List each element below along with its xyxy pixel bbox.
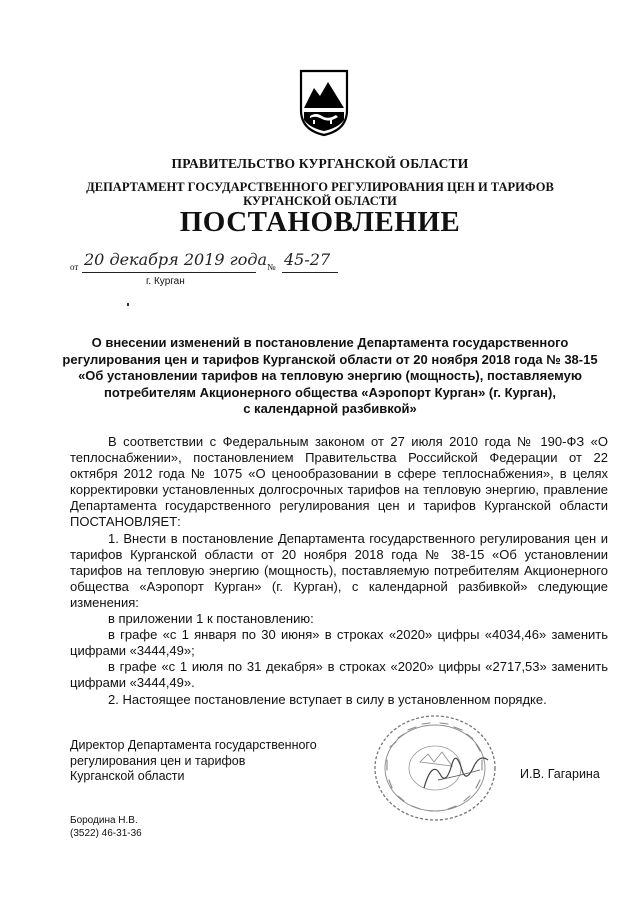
date-handwritten: 20 декабря 2019 года <box>84 250 268 269</box>
signatory-name: И.В. Гагарина <box>520 767 600 781</box>
document-subject <box>60 335 600 418</box>
position-line: регулирования цен и тарифов <box>70 753 246 768</box>
date-field <box>82 250 268 273</box>
number-label: № <box>267 262 276 272</box>
date-from-label: от <box>70 262 79 272</box>
number-field <box>282 250 338 273</box>
subject-line: «Об установлении тарифов на тепловую энергию (мощность), поставляемую <box>78 368 582 384</box>
subject-line: регулирования цен и тарифов Курганской области от 20 ноября 2018 года № 38-15 <box>62 351 598 367</box>
handwritten-signature <box>418 740 498 800</box>
item-2-paragraph: 2. Настоящее постановление вступает в силу в установленном порядке. <box>108 691 547 707</box>
department-title-line1: ДЕПАРТАМЕНТ ГОСУДАРСТВЕННОГО РЕГУЛИРОВАНИЯ ЦЕН И ТАРИФОВ <box>86 180 554 194</box>
subject-line: О внесении изменений в постановление Департамента государственного <box>91 335 569 350</box>
position-line: Директор Департамента государственного <box>70 738 317 752</box>
contact-phone: (3522) 46-31-36 <box>70 828 142 839</box>
coat-of-arms-emblem <box>298 68 350 138</box>
item-1-change-b: в графе «с 1 июля по 31 декабря» в строках «2020» цифры «2717,53» заменить цифрами «3444,49». <box>70 659 608 691</box>
preamble-paragraph: В соответствии с Федеральным законом от 27 июля 2010 года № 190-ФЗ «О теплоснабжении», постановлением Правительства Российской Федерации от 22 октября 2012 года № 1075 «О ценообразовании в сфере теплоснабжения», в целях корректировки установленных долгосрочных тарифов на тепловую энергию, правление Департамента государственного регулирования цен и тарифов Курганской области ПОСТАНОВЛЯЕТ: <box>70 434 608 530</box>
signatory-position <box>70 738 317 785</box>
document-type-title: ПОСТАНОВЛЕНИЕ <box>179 206 461 238</box>
item-1-change-a: в графе «с 1 января по 30 июня» в строках «2020» цифры «4034,46» заменить цифрами «3444,49»; <box>70 627 608 659</box>
number-handwritten: 45-27 <box>284 250 331 269</box>
contact-info <box>70 814 142 840</box>
stray-mark <box>127 303 129 306</box>
department-title <box>0 180 640 208</box>
contact-author: Бородина Н.В. <box>70 815 138 826</box>
department-title-line2: КУРГАНСКОЙ ОБЛАСТИ <box>243 194 397 208</box>
position-line: Курганской области <box>70 769 185 783</box>
document-body <box>70 434 608 708</box>
city-label: г. Курган <box>146 276 185 287</box>
item-1-paragraph: 1. Внести в постановление Департамента государственного регулирования цен и тарифов Курганской области от 20 ноября 2018 года № 38-15 «Об установлении тарифов на тепловую энергию (мощность), поставляемую потребителям Акционерного общества «Аэропорт Курган» (г. Курган), с календарной разбивкой» следующие изменения: <box>70 530 608 610</box>
item-1-subheading: в приложении 1 к постановлению: <box>108 611 314 627</box>
subject-line: с календарной разбивкой» <box>243 401 417 417</box>
subject-line: потребителям Акционерного общества «Аэропорт Курган» (г. Курган), <box>104 384 556 400</box>
government-title: ПРАВИТЕЛЬСТВО КУРГАНСКОЙ ОБЛАСТИ <box>171 156 469 171</box>
